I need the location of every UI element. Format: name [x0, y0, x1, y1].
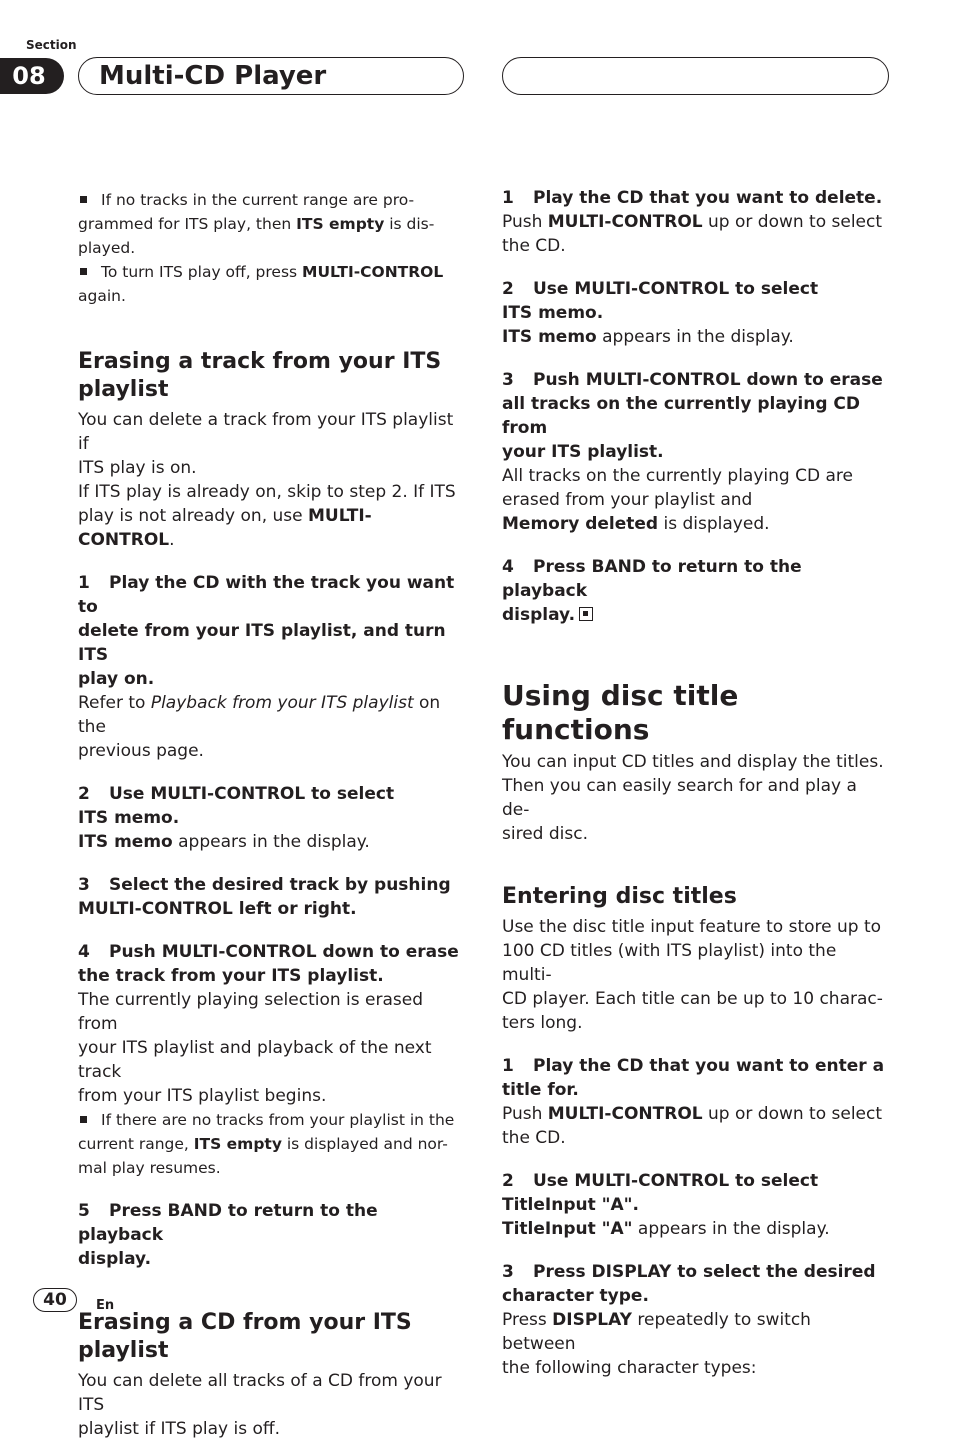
bullet-icon	[80, 1116, 87, 1123]
enter-step-1-body: Push MULTI-CONTROL up or down to select the CD.	[502, 1104, 883, 1148]
step-3: 3 Select the desired track by pushing MULTI-CONTROL left or right.	[78, 875, 451, 919]
bullet-icon	[80, 268, 87, 275]
note-turn-off: To turn ITS play off, press MULTI-CONTROL again.	[78, 263, 444, 305]
erase-track-intro: You can delete a track from your ITS playlist if ITS play is on. If ITS play is already on, skip to step 2. If ITS play is not already on, use MULTI-CONTROL.	[78, 410, 456, 550]
section-label: Section	[26, 38, 77, 52]
erase-cd-step-1-body: Push MULTI-CONTROL up or down to select the CD.	[502, 212, 883, 256]
erase-cd-step-2-body: ITS memo appears in the display.	[502, 327, 794, 347]
bullet-icon	[80, 196, 87, 203]
enter-step-2: 2 Use MULTI-CONTROL to select TitleInput "A".	[502, 1171, 819, 1215]
entering-titles-body: Use the disc title input feature to store up to 100 CD titles (with ITS playlist) into the multi- CD player. Each title can be up to 10 charac- ters long.	[502, 917, 883, 1033]
left-column	[78, 186, 464, 1441]
heading-disc-title: Using disc title functions	[502, 679, 739, 746]
chapter-title: Multi-CD Player	[78, 57, 464, 95]
step-1-body: Refer to Playback from your ITS playlist on the previous page.	[78, 693, 441, 761]
language-code: En	[96, 1298, 115, 1313]
disc-title-intro: You can input CD titles and display the titles. Then you can easily search for and play a de- sired disc.	[502, 752, 884, 844]
step-1: 1 Play the CD with the track you want to delete from your ITS playlist, and turn ITS play on.	[78, 573, 455, 689]
section-number-badge: 08	[0, 58, 64, 94]
enter-step-3-body: Press DISPLAY repeatedly to switch between the following character types:	[502, 1310, 811, 1378]
step-2-body: ITS memo appears in the display.	[78, 832, 370, 852]
heading-erase-track: Erasing a track from your ITS playlist	[78, 349, 442, 402]
end-of-section-icon	[579, 607, 593, 621]
heading-erase-cd: Erasing a CD from your ITS playlist	[78, 1310, 412, 1363]
enter-step-2-body: TitleInput "A" appears in the display.	[502, 1219, 830, 1239]
erase-cd-step-3: 3 Push MULTI-CONTROL down to erase all tracks on the currently playing CD from your ITS playlist.	[502, 370, 883, 462]
step-4-body: The currently playing selection is erased from your ITS playlist and playback of the next track from your ITS playlist begins.	[78, 990, 432, 1106]
right-column	[502, 186, 888, 1380]
erase-cd-step-2: 2 Use MULTI-CONTROL to select ITS memo.	[502, 279, 819, 323]
erase-cd-body: You can delete all tracks of a CD from your ITS playlist if ITS play is off.	[78, 1371, 442, 1439]
step-2: 2 Use MULTI-CONTROL to select ITS memo.	[78, 784, 395, 828]
note-no-tracks: If no tracks in the current range are pro- grammed for ITS play, then ITS empty is dis- played.	[78, 191, 435, 257]
heading-entering-titles: Entering disc titles	[502, 884, 737, 909]
erase-cd-step-3-body: All tracks on the currently playing CD are erased from your playlist and Memory deleted is displayed.	[502, 466, 853, 534]
erase-cd-step-1: 1 Play the CD that you want to delete.	[502, 188, 883, 208]
note-no-tracks-range: If there are no tracks from your playlist in the current range, ITS empty is displayed and nor- mal play resumes.	[78, 1111, 455, 1177]
step-5: 5 Press BAND to return to the playback display.	[78, 1201, 378, 1269]
erase-cd-step-4: 4 Press BAND to return to the playback display.	[502, 557, 802, 625]
enter-step-1: 1 Play the CD that you want to enter a title for.	[502, 1056, 885, 1100]
chapter-title-empty-box	[502, 57, 889, 95]
enter-step-3: 3 Press DISPLAY to select the desired character type.	[502, 1262, 876, 1306]
step-4: 4 Push MULTI-CONTROL down to erase the track from your ITS playlist.	[78, 942, 459, 986]
page-number: 40	[33, 1288, 77, 1312]
